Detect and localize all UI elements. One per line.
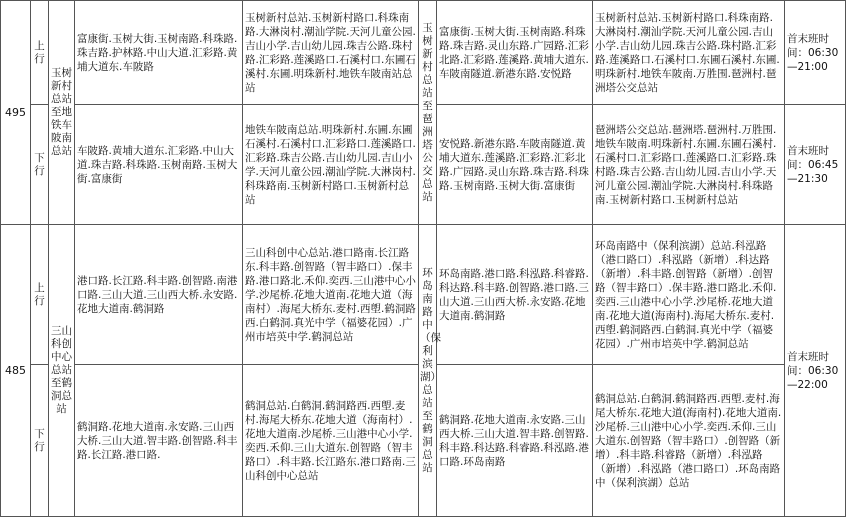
stops-old: 玉树新村总站.玉树新村路口.科珠南路.大淋岗村.潮汕学院.天河儿童公园.吉山小学.吉山幼儿园.珠吉公路.珠村路.汇彩路.莲溪路口.石溪村口.东圃石溪村.东圃.明珠新村.地铁车陂南站总站 xyxy=(243,1,419,105)
stops-new: 玉树新村总站.玉树新村路口.科珠南路.大淋岗村.潮汕学院.天河儿童公园.吉山小学.吉山幼儿园.珠吉公路.珠村路.汇彩路.莲溪路口.石溪村口.东圃石溪村.东圃.明珠新村.地铁车陂南.万胜围.琶洲村.琶洲塔公交总站 xyxy=(593,1,785,105)
roads-old: 车陂路.黄埔大道东.汇彩路.中山大道.珠吉路.科珠路.玉树南路.玉树大街.富康街 xyxy=(75,105,243,225)
roads-new: 富康街.玉树大街.玉树南路.科珠路.珠吉路.灵山东路.广园路.汇彩北路.汇彩路.莲溪路.黄埔大道东.车陂南隧道.新港东路.安悦路 xyxy=(437,1,593,105)
direction-label: 上行 xyxy=(31,1,49,105)
roads-old: 港口路.长江路.科丰路.创智路.南港口路.三山大道.三山西大桥.永安路.花地大道南.鹤洞路 xyxy=(75,225,243,365)
stops-new: 环岛南路中（保利滨湖）总站.科泓路（港口路口）.科泓路（新增）.科达路（新增）.科丰路.创智路（新增）.创智路（智丰路口）.保丰路.港口路北.禾仰.奕西.三山港中心小学.沙尾桥.花地大道南.花地大道(海南村).海尾大桥东.麦村.西塱.鹤洞路西.白鹤洞.真光中学（福婆花园）.广州市培英中学.鹤洞总站 xyxy=(593,225,785,365)
roads-old: 鹤洞路.花地大道南.永安路.三山西大桥.三山大道.智丰路.创智路.科丰路.长江路.港口路. xyxy=(75,365,243,517)
route-number: 495 xyxy=(1,1,31,225)
stops-new: 鹤洞总站.白鹤洞.鹤洞路西.西塱.麦村.海尾大桥东.花地大道(海南村).花地大道南.沙尾桥.三山港中心小学.奕西.禾仰.三山大道东.创智路（智丰路口）.创智路（新增）.科丰路.科睿路（新增）.科泓路（新增）.科泓路（港口路口）.环岛南路中（保利滨湖）总站 xyxy=(593,365,785,517)
stops-new: 琶洲塔公交总站.琶洲塔.琶洲村.万胜围.地铁车陂南.明珠新村.东圃.东圃石溪村.石溪村口.汇彩路口.莲溪路口.汇彩路.珠村路.珠吉公路.吉山幼儿园.吉山小学.天河儿童公园.潮汕学院.大淋岗村.科珠路南.玉树新村路口.玉树新村总站 xyxy=(593,105,785,225)
service-hours: 首末班时间：06:30—21:00 xyxy=(785,1,846,105)
roads-new: 鹤洞路.花地大道南.永安路.三山西大桥.三山大道.智丰路.创智路.科丰路.科达路.科睿路.科泓路.港口路.环岛南路 xyxy=(437,365,593,517)
table-row xyxy=(1,225,846,365)
stops-old: 地铁车陂南总站.明珠新村.东圃.东圃石溪村.石溪村口.汇彩路口.莲溪路口.汇彩路.珠吉公路.吉山幼儿园.吉山小学.天河儿童公园.潮汕学院.大淋岗村.科珠路南.玉树新村路口.玉树新村总站 xyxy=(243,105,419,225)
direction-label: 下行 xyxy=(31,105,49,225)
route-name-old: 三山科创中心总站至鹤洞总站 xyxy=(49,225,75,517)
table-row xyxy=(1,1,846,105)
route-number: 485 xyxy=(1,225,31,517)
roads-new: 环岛南路.港口路.科泓路.科睿路.科达路.科丰路.创智路.港口路.三山大道.三山西大桥.永安路.花地大道南.鹤洞路 xyxy=(437,225,593,365)
roads-new: 安悦路.新港东路.车陂南隧道.黄埔大道东.莲溪路.汇彩路.汇彩北路.广园路.灵山东路.珠吉路.科珠路.玉树南路.玉树大街.富康街 xyxy=(437,105,593,225)
stops-old: 鹤洞总站.白鹤洞.鹤洞路西.西塱.麦村.海尾大桥东.花地大道（海南村）.花地大道南.沙尾桥.三山港中心小学.奕西.禾仰.三山大道东.创智路（智丰路口）.科丰路.长江路东.港口路南.三山科创中心总站 xyxy=(243,365,419,517)
service-hours: 首末班时间：06:45—21:30 xyxy=(785,105,846,225)
route-name-new: 环岛南路中（保利滨湖）总站至鹤洞总站 xyxy=(419,225,437,517)
stops-old: 三山科创中心总站.港口路南.长江路东.科丰路.创智路（智丰路口）.保丰路.港口路北.禾仰.奕西.三山港中心小学.沙尾桥.花地大道南.花地大道（海南村）.海尾大桥东.麦村.西塱.鹤洞路西.白鹤洞.真光中学（福婆花园）.广州市培英中学.鹤洞总站 xyxy=(243,225,419,365)
route-name-old: 玉树新村总站至地铁车陂南总站 xyxy=(49,1,75,225)
direction-label: 上行 xyxy=(31,225,49,365)
direction-label: 下行 xyxy=(31,365,49,517)
service-hours: 首末班时间：06:30—22:00 xyxy=(785,225,846,517)
roads-old: 富康街.玉树大街.玉树南路.科珠路.珠吉路.护林路.中山大道.汇彩路.黄埔大道东.车陂路 xyxy=(75,1,243,105)
route-name-new: 玉树新村总站至琶洲塔公交总站 xyxy=(419,1,437,225)
